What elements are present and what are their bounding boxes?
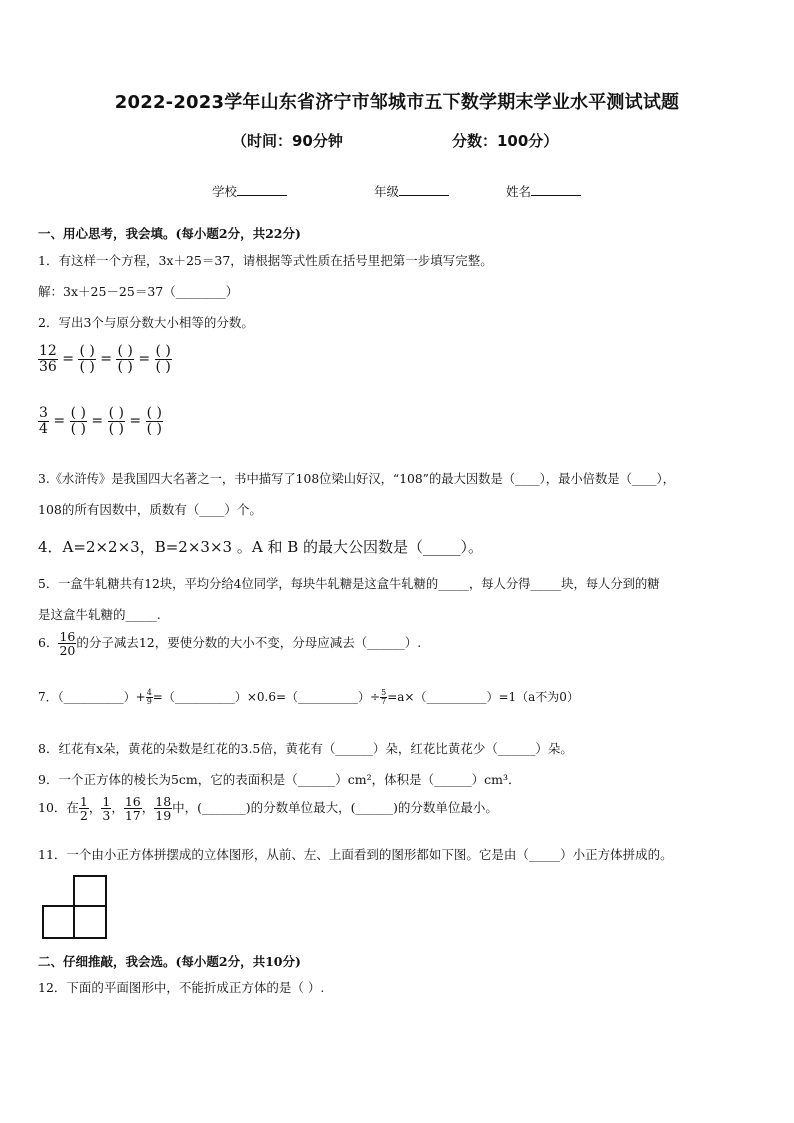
- q2-row2: $\frac{3}{4}$ = $\frac{( )}{( )}$ = $\frac{( )}{( )}$ = $\frac{( )}{( )}$: [39, 405, 162, 437]
- time-label: （时间：90分钟: [232, 132, 343, 150]
- q2-row2-blank-1: $\frac{( )}{( )}$: [70, 405, 86, 437]
- q2-row1-blank-3: $\frac{( )}{( )}$: [155, 343, 171, 375]
- question-2: 2．写出3个与原分数大小相等的分数。: [38, 315, 254, 330]
- grade-blank: [399, 183, 449, 196]
- question-3-line1: 3.《水浒传》是我国四大名著之一，书中描写了108位梁山好汉，“108”的最大因数是（____），最小倍数是（____），: [38, 472, 675, 486]
- school-blank: [237, 183, 287, 196]
- q6-fraction: $\frac{16}{20}$: [59, 629, 76, 659]
- figure-square-bottom-right: [73, 905, 107, 939]
- section2-heading: 二、仔细推敲，我会选。(每小题2分，共10分): [38, 954, 301, 969]
- question-9: 9．一个正方体的棱长为5cm，它的表面积是（______）cm²，体积是（______）cm³．: [38, 772, 521, 787]
- q10-fraction-1: $\frac{1}{2}$: [79, 794, 88, 824]
- question-11: 11．一个由小正方体拼摆成的立体图形，从前、左、上面看到的图形都如下图。它是由（_____）小正方体拼成的。: [38, 847, 673, 862]
- score-label: 分数：100分）: [452, 132, 559, 150]
- grade-label: 年级: [374, 184, 400, 199]
- question-1: 1．有这样一个方程，3x＋25＝37，请根据等式性质在括号里把第一步填写完整。: [38, 253, 493, 268]
- school-field: [212, 182, 287, 200]
- q2-row1-blank-1: $\frac{( )}{( )}$: [79, 343, 95, 375]
- name-blank: [531, 183, 581, 196]
- figure-square-top: [73, 875, 107, 909]
- q2-row1-fraction: $\frac{12}{36}$: [39, 343, 57, 375]
- grade-field: [374, 182, 449, 200]
- question-1-answer: 解：3x＋25－25＝37（________）: [38, 284, 239, 299]
- q7-fraction-2: $\frac{5}{7}$: [381, 687, 387, 706]
- q2-row1: $\frac{12}{36}$ = $\frac{( )}{( )}$ = $\frac{( )}{( )}$ = $\frac{( )}{( )}$: [39, 343, 171, 375]
- q2-row2-blank-3: $\frac{( )}{( )}$: [146, 405, 162, 437]
- school-label: 学校: [212, 184, 238, 199]
- page-title: 2022-2023学年山东省济宁市邹城市五下数学期末学业水平测试试题: [114, 92, 680, 113]
- q10-fraction-3: $\frac{16}{17}$: [124, 794, 141, 824]
- q2-row2-blank-2: $\frac{( )}{( )}$: [108, 405, 124, 437]
- question-5-line1: 5．一盒牛轧糖共有12块，平均分给4位同学，每块牛轧糖是这盒牛轧糖的_____，每人分得_____块，每人分到的糖: [38, 577, 660, 591]
- question-10: 10．在 $\frac{1}{2}$ ， $\frac{1}{3}$ ， $\frac{16}{17}$ ， $\frac{18}{19}$ 中，(_______)的分数单位最大，(______)的分数单位最小。: [38, 794, 498, 824]
- name-label: 姓名: [506, 184, 532, 199]
- question-8: 8．红花有x朵，黄花的朵数是红花的3.5倍，黄花有（______）朵，红花比黄花少（______）朵。: [38, 741, 573, 756]
- q7-fraction-1: $\frac{4}{9}$: [146, 687, 152, 706]
- q2-row1-blank-2: $\frac{( )}{( )}$: [117, 343, 133, 375]
- figure-square-bottom-left: [42, 905, 77, 939]
- section1-heading: 一、用心思考，我会填。(每小题2分，共22分): [38, 226, 301, 241]
- question-7: 7．（__________）+ $\frac{4}{9}$ =（__________）×0.6=（__________）÷ $\frac{5}{7}$ =a×（__________）=1（a不为0）: [38, 687, 579, 706]
- q2-row2-fraction: $\frac{3}{4}$: [39, 405, 48, 437]
- q10-fraction-2: $\frac{1}{3}$: [102, 794, 111, 824]
- name-field: [506, 182, 581, 200]
- question-5-line2: 是这盒牛轧糖的_____.: [38, 607, 161, 622]
- q10-fraction-4: $\frac{18}{19}$: [155, 794, 172, 824]
- question-3-line2: 108的所有因数中，质数有（____）个。: [38, 502, 262, 517]
- question-12: 12．下面的平面图形中，不能折成正方体的是（ ）.: [38, 980, 325, 995]
- question-6: 6． $\frac{16}{20}$ 的分子减去12，要使分数的大小不变，分母应减去（______）.: [38, 629, 422, 659]
- question-4: 4．A=2×2×3，B=2×3×3 。A 和 B 的最大公因数是（_____）。: [38, 538, 483, 556]
